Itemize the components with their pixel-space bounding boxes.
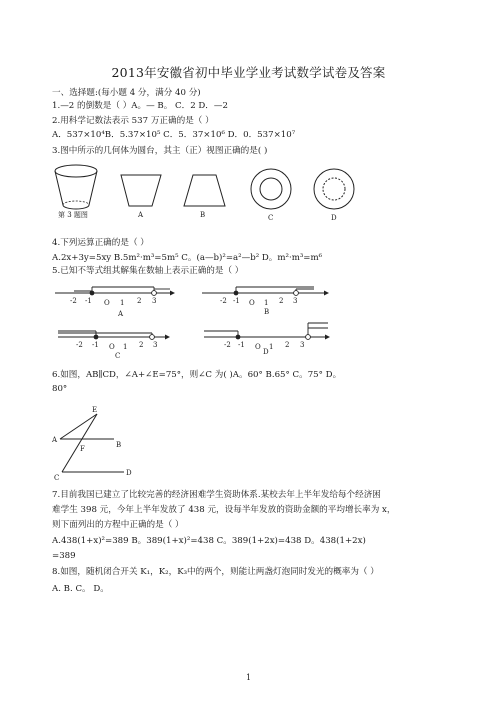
- page-number: 1: [245, 673, 252, 682]
- tick-label: -1: [238, 341, 245, 349]
- point-label: E: [92, 406, 98, 414]
- question-2-options: A．537×10⁴B．5.37×10⁵ C．5．37×10⁶ D．0．537×10⁷: [52, 130, 296, 140]
- point-label: B: [116, 441, 122, 449]
- tick-label: -2: [220, 297, 227, 305]
- question-6: 6.如图，AB∥CD，∠A+∠E=75°，则∠C 为( )A。60° B.65° C。75° D。: [52, 370, 342, 380]
- number-line-a: [55, 287, 175, 318]
- tick-label: -2: [76, 341, 83, 349]
- tick-label: 1: [123, 343, 128, 351]
- question-6-cont: 80°: [52, 384, 68, 394]
- section-heading: 一、选择题:(每小题 4 分，满分 40 分): [52, 88, 201, 98]
- tick-label: 3: [152, 297, 157, 305]
- question-5: 5.已知不等式组其解集在数轴上表示正确的是（ ）: [52, 266, 244, 276]
- point-label: A: [52, 436, 58, 444]
- tick-label: 2: [139, 341, 144, 349]
- tick-label: 1: [264, 299, 269, 307]
- question-8-options: A. B. C。 D。: [52, 584, 109, 594]
- option-d-circles: [314, 169, 354, 209]
- option-c-label: C: [115, 352, 121, 360]
- question-4-options: A.2x+3y=5xy B.5m²·m³=5m⁵ C。(a—b)²=a²—b² D。m²·m³=m⁶: [52, 253, 323, 263]
- question-1: 1.—2 的倒数是（ ）A。— B。 C．2 D．—2: [52, 101, 228, 111]
- tick-label: -2: [224, 341, 231, 349]
- tick-label: O: [255, 343, 261, 351]
- option-d-label: D: [331, 214, 337, 222]
- question-7-options-cont: =389: [52, 551, 76, 561]
- figure-caption: 第 3 题图: [58, 211, 88, 219]
- question-3: 3.图中所示的几何体为圆台，其主（正）视图正确的是( ): [52, 146, 268, 156]
- q3-figures: [52, 160, 362, 225]
- tick-label: 1: [120, 299, 125, 307]
- question-4: 4.下列运算正确的是（ ）: [52, 238, 149, 248]
- option-b-label: B: [264, 308, 270, 316]
- tick-label: 1: [269, 343, 274, 351]
- option-c-label: C: [268, 214, 274, 222]
- point-label: D: [126, 469, 132, 477]
- number-line-d: [204, 323, 330, 356]
- page-title: 2013年安徽省初中毕业学业考试数学试卷及答案: [111, 65, 386, 80]
- tick-label: 2: [285, 341, 290, 349]
- tick-label: -1: [85, 297, 92, 305]
- tick-label: 2: [279, 297, 284, 305]
- option-c-circles: [251, 169, 291, 209]
- tick-label: -2: [70, 297, 77, 305]
- tick-label: 2: [137, 297, 142, 305]
- option-a-label: A: [138, 211, 144, 219]
- tick-label: O: [109, 343, 115, 351]
- tick-label: -1: [233, 297, 240, 305]
- question-2: 2.用科学记数法表示 537 万正确的是（ ）: [52, 116, 214, 126]
- option-a-label: A: [118, 310, 124, 318]
- option-a-trapezoid: [121, 175, 161, 206]
- option-b-label: B: [200, 211, 206, 219]
- number-line-c: [58, 331, 170, 360]
- tick-label: 3: [300, 341, 305, 349]
- question-8: 8.如图，随机闭合开关 K₁，K₂，K₃中的两个，则能让两盏灯泡同时发光的概率为（ ）: [52, 567, 379, 577]
- tick-label: O: [249, 299, 255, 307]
- frustum-solid-figure: [55, 165, 97, 209]
- tick-label: -1: [92, 341, 99, 349]
- question-7-cont: 难学生 398 元，今年上半年发放了 438 元，设每半年发放的资助金额的平均增长率为 x，: [52, 505, 396, 515]
- tick-label: 3: [153, 341, 158, 349]
- question-7-cont: 则下面列出的方程中正确的是（ ）: [52, 520, 184, 530]
- point-label: F: [80, 445, 85, 453]
- number-line-b: [202, 287, 329, 316]
- option-b-trapezoid: [184, 175, 225, 206]
- question-7-options: A.438(1+x)²=389 B。389(1+x)²=438 C。389(1+2x)=438 D。438(1+2x): [52, 536, 366, 546]
- q6-geometry-figure: [52, 402, 142, 482]
- tick-label: O: [104, 299, 110, 307]
- option-d-label: D: [263, 348, 269, 356]
- question-7: 7.目前我国已建立了比较完善的经济困难学生资助体系.某校去年上半年发给每个经济困: [52, 490, 381, 500]
- tick-label: 3: [293, 297, 298, 305]
- q5-number-lines: [52, 278, 342, 358]
- point-label: C: [54, 474, 60, 482]
